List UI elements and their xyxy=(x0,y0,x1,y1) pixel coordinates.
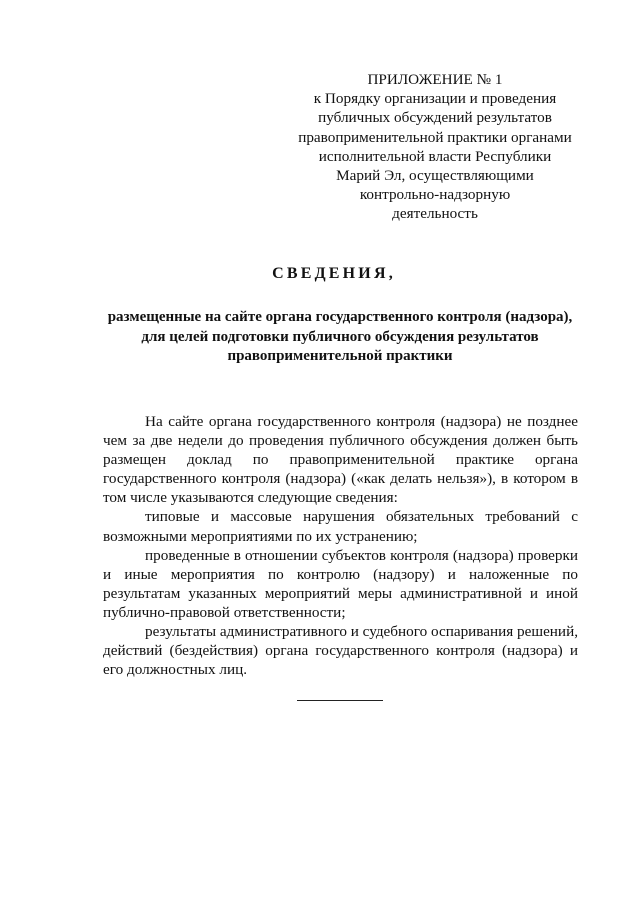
body-paragraph-intro: На сайте органа государственного контроля (надзора) не позднее чем за две недели до проведения публичного обсуждения должен быть размещен доклад по правоприменительной практике органа государственного контроля (надзора) («как делать нельзя»), в котором в том числе указываются следующие сведения: xyxy=(103,413,578,507)
body-paragraph-appeals: результаты административного и судебного оспаривания решений, действий (бездействия) органа государственного контроля (надзора) и его должностных лиц. xyxy=(103,623,578,679)
subtitle-line: для целей подготовки публичного обсуждения результатов xyxy=(141,328,539,345)
subtitle-line: размещенные на сайте органа государственного контроля (надзора), xyxy=(107,309,573,325)
appendix-line: публичных обсуждений результатов xyxy=(318,109,552,127)
document-subtitle xyxy=(80,308,600,367)
appendix-line: исполнительной власти Республики xyxy=(318,147,552,165)
appendix-line: деятельность xyxy=(392,205,478,223)
document-body xyxy=(103,412,578,679)
end-divider xyxy=(297,700,383,701)
appendix-header xyxy=(290,70,580,224)
appendix-number: ПРИЛОЖЕНИЕ № 1 xyxy=(367,71,503,88)
document-title: СВЕДЕНИЯ, xyxy=(272,265,396,282)
appendix-line: правоприменительной практики органами xyxy=(298,128,572,146)
body-paragraph-violations: типовые и массовые нарушения обязательных требований с возможными мероприятиями по их устранению; xyxy=(103,508,578,545)
appendix-line: к Порядку организации и проведения xyxy=(313,90,557,108)
appendix-line: контрольно-надзорную xyxy=(359,186,511,204)
subtitle-line: правоприменительной практики xyxy=(227,348,453,364)
appendix-line: Марий Эл, осуществляющими xyxy=(336,167,534,185)
body-paragraph-inspections: проведенные в отношении субъектов контроля (надзора) проверки и иные мероприятия по контролю (надзору) и наложенные по результатам указанных мероприятий меры административной и иной публично-правовой ответственности; xyxy=(103,546,578,621)
